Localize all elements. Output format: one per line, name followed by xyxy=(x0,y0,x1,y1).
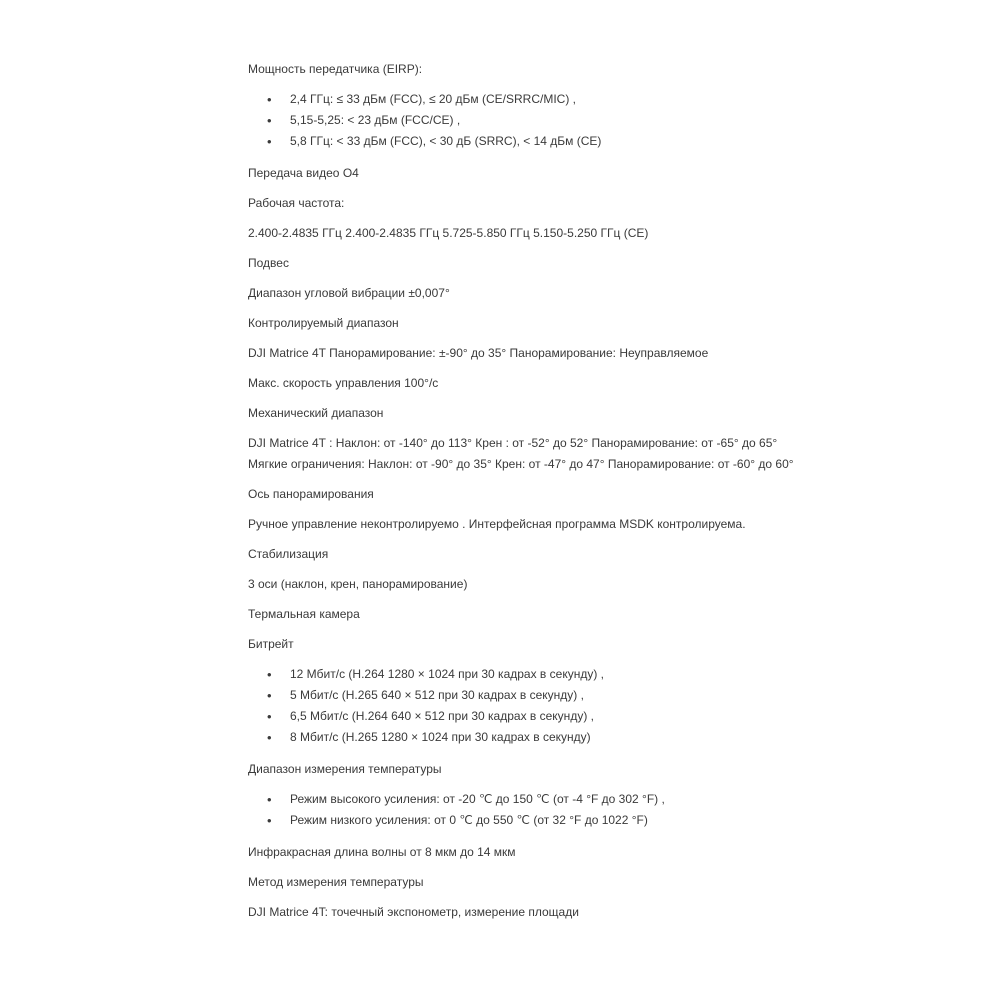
temperature-range-heading: Диапазон измерения температуры xyxy=(248,762,442,776)
mechanical-range-line: Мягкие ограничения: Наклон: от -90° до 35° Крен: от -47° до 47° Панорамирование: от -60° до 60° xyxy=(248,457,794,471)
list-item: • 6,5 Мбит/с (H.264 640 × 512 при 30 кадрах в секунду) , xyxy=(248,706,850,727)
list-item: • Режим высокого усиления: от -20 ℃ до 150 ℃ (от -4 °F до 302 °F) , xyxy=(248,789,850,810)
transmitter-power-list xyxy=(248,89,850,152)
list-item: • 8 Мбит/с (H.265 1280 × 1024 при 30 кадрах в секунду) xyxy=(248,727,850,748)
list-item: • 12 Мбит/с (H.264 1280 × 1024 при 30 кадрах в секунду) , xyxy=(248,664,850,685)
mechanical-range-heading: Механический диапазон xyxy=(248,406,384,420)
operating-frequency-values: 2.400-2.4835 ГГц 2.400-2.4835 ГГц 5.725-5.850 ГГц 5.150-5.250 ГГц (CE) xyxy=(248,226,649,240)
temperature-method-heading: Метод измерения температуры xyxy=(248,875,424,889)
controllable-range-values: DJI Matrice 4T Панорамирование: ±-90° до 35° Панорамирование: Неуправляемое xyxy=(248,346,709,360)
video-transmission-paragraph: Передача видео O4 xyxy=(248,166,359,180)
pan-axis-values: Ручное управление неконтролируемо . Интерфейсная программа MSDK контролируема. xyxy=(248,517,746,531)
list-item: • 5,15-5,25: < 23 дБм (FCC/CE) , xyxy=(248,110,850,131)
pan-axis-heading: Ось панорамирования xyxy=(248,487,374,501)
transmitter-power-heading: Мощность передатчика (EIRP): xyxy=(248,62,423,76)
thermal-camera-heading: Термальная камера xyxy=(248,607,360,621)
mechanical-range-line: DJI Matrice 4T : Наклон: от -140° до 113° Крен : от -52° до 52° Панорамирование: от -65° до 65° xyxy=(248,436,778,450)
stabilization-values: 3 оси (наклон, крен, панорамирование) xyxy=(248,577,468,591)
list-item: • Режим низкого усиления: от 0 ℃ до 550 ℃ (от 32 °F до 1022 °F) xyxy=(248,810,850,831)
stabilization-heading: Стабилизация xyxy=(248,547,329,561)
temperature-range-list xyxy=(248,789,850,831)
list-item: • 5 Мбит/с (H.265 640 × 512 при 30 кадрах в секунду) , xyxy=(248,685,850,706)
max-control-speed-paragraph: Макс. скорость управления 100°/с xyxy=(248,376,439,390)
controllable-range-heading: Контролируемый диапазон xyxy=(248,316,399,330)
operating-frequency-heading: Рабочая частота: xyxy=(248,196,345,210)
mechanical-range-values xyxy=(248,433,850,475)
infrared-wavelength-paragraph: Инфракрасная длина волны от 8 мкм до 14 мкм xyxy=(248,845,516,859)
list-item: • 2,4 ГГц: ≤ 33 дБм (FCC), ≤ 20 дБм (CE/SRRC/MIC) , xyxy=(248,89,850,110)
temperature-method-values: DJI Matrice 4T: точечный экспонометр, измерение площади xyxy=(248,905,579,919)
angular-vibration-paragraph: Диапазон угловой вибрации ±0,007° xyxy=(248,286,450,300)
bitrate-list xyxy=(248,664,850,748)
gimbal-heading: Подвес xyxy=(248,256,289,270)
list-item: • 5,8 ГГц: < 33 дБм (FCC), < 30 дБ (SRRC), < 14 дБм (CE) xyxy=(248,131,850,152)
bitrate-heading: Битрейт xyxy=(248,637,294,651)
